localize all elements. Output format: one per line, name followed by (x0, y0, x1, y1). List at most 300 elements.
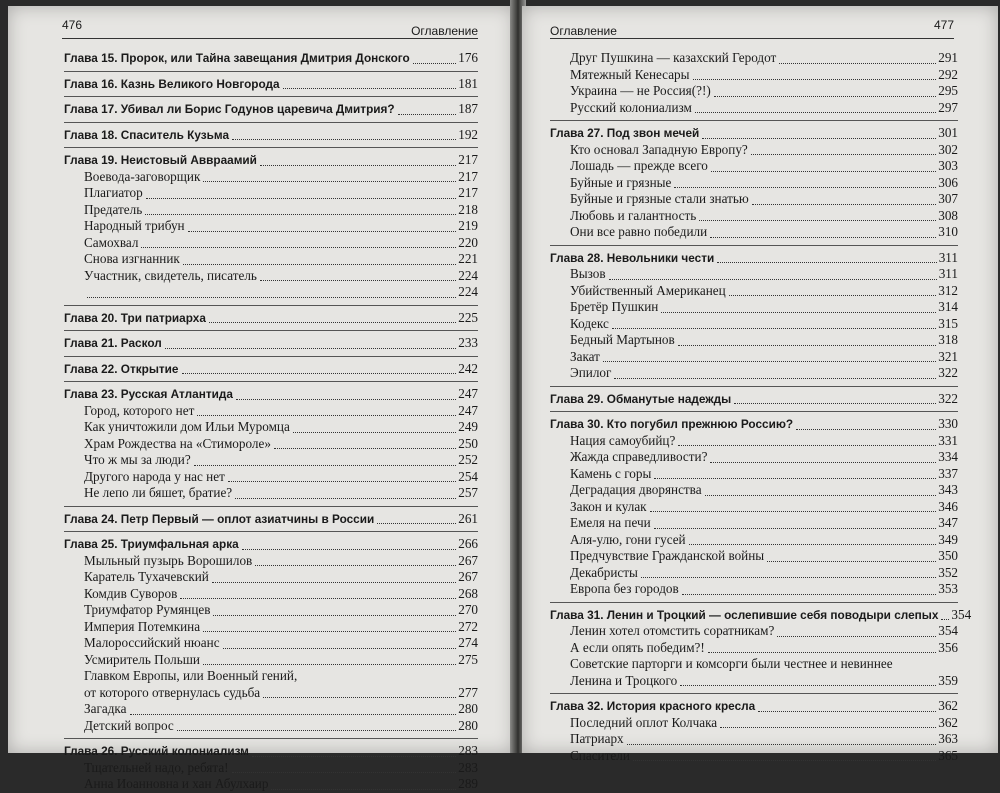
toc-section-entry[interactable] (64, 251, 478, 268)
entry-page-number: 219 (458, 218, 478, 233)
dot-leader (182, 373, 457, 374)
toc-section-entry[interactable] (550, 581, 958, 598)
entry-page-number: 272 (458, 618, 478, 634)
entry-title: Ленина и Троцкого (570, 672, 678, 688)
toc-section-entry[interactable] (550, 532, 958, 549)
left-page-header (62, 16, 478, 39)
entry-title: Триумфатор Румянцев (84, 602, 211, 617)
dot-leader (235, 498, 456, 499)
running-title: Оглавление (550, 24, 617, 38)
toc-section-entry[interactable] (550, 482, 958, 499)
toc-chapter-entry[interactable] (64, 50, 478, 67)
dot-leader (779, 63, 936, 64)
entry-title: Деградация дворянства (570, 482, 702, 497)
dot-leader (717, 262, 936, 263)
dot-leader (203, 631, 456, 632)
toc-section-entry[interactable] (64, 553, 478, 570)
toc-section-entry[interactable] (64, 718, 478, 735)
chapter-divider (64, 531, 478, 532)
entry-title: Глава 29. Обманутые надежды (550, 391, 732, 406)
entry-page-number: 362 (938, 714, 958, 730)
dot-leader (188, 231, 457, 232)
dot-leader (260, 165, 456, 166)
dot-leader (177, 730, 456, 731)
toc-chapter-entry[interactable] (64, 386, 478, 403)
toc-section-entry[interactable] (64, 436, 478, 453)
toc-section-entry[interactable] (550, 731, 958, 748)
dot-leader (203, 181, 456, 182)
entry-title: Участник, свидетель, писатель (84, 267, 257, 283)
toc-section-entry[interactable] (550, 158, 958, 175)
running-title: Оглавление (411, 24, 478, 38)
toc-section-entry[interactable] (550, 640, 958, 657)
entry-title: Патриарх (570, 731, 624, 746)
toc-section-entry[interactable] (64, 635, 478, 652)
entry-title: от которого отвернулась судьба (84, 684, 261, 700)
toc-section-entry[interactable] (550, 175, 958, 192)
entry-title: Самохвал (84, 234, 139, 250)
entry-page-number: 295 (938, 83, 958, 98)
dot-leader (710, 462, 936, 463)
toc-entry-line: Главком Европы, или Военный гений, (84, 668, 298, 683)
toc-chapter-entry[interactable] (64, 361, 478, 378)
dot-leader (180, 598, 456, 599)
entry-title: Глава 22. Открытие (64, 361, 179, 376)
toc-section-entry[interactable] (550, 316, 958, 333)
entry-page-number: 289 (458, 776, 478, 791)
toc-section-entry[interactable] (550, 349, 958, 366)
entry-page-number: 352 (938, 564, 958, 580)
toc-section-entry[interactable] (550, 548, 958, 565)
dot-leader (650, 511, 937, 512)
entry-page-number: 359 (938, 672, 958, 688)
dot-leader (682, 594, 936, 595)
entry-title: Глава 16. Казнь Великого Новгорода (64, 76, 280, 91)
dot-leader (609, 279, 937, 280)
toc-section-entry[interactable] (550, 499, 958, 516)
entry-title: Глава 26. Русский колониализм (64, 744, 249, 758)
chapter-divider (550, 693, 958, 694)
entry-title: Другого народа у нас нет (84, 468, 225, 484)
entry-page-number: 257 (458, 485, 478, 500)
entry-title: Лошадь — прежде всего (570, 158, 708, 173)
dot-leader (183, 264, 456, 265)
dot-leader (213, 615, 456, 616)
entry-page-number: 310 (938, 224, 958, 239)
table-of-contents-left (64, 50, 478, 793)
entry-title: Глава 21. Раскол (64, 336, 162, 350)
entry-title: Камень с горы (570, 465, 652, 481)
entry-title: Глава 30. Кто погубил прежнюю Россию? (550, 417, 794, 431)
toc-section-entry[interactable] (550, 142, 958, 159)
entry-title: Усмиритель Польши (84, 651, 200, 667)
entry-page-number: 308 (938, 207, 958, 223)
entry-title: Последний оплот Колчака (570, 714, 718, 730)
entry-page-number: 343 (938, 482, 958, 497)
dot-leader (729, 295, 937, 296)
dot-leader (209, 322, 456, 323)
dot-leader (141, 247, 456, 248)
entry-title: А если опять победим?! (570, 639, 705, 655)
entry-title: Что ж мы за люди? (84, 452, 191, 467)
entry-title: Мятежный Кенесары (570, 66, 690, 82)
entry-page-number: 356 (938, 639, 958, 655)
entry-title: Предатель (84, 201, 143, 217)
toc-chapter-entry[interactable] (64, 511, 478, 528)
dot-leader (711, 171, 936, 172)
toc-chapter-entry[interactable] (550, 250, 958, 267)
entry-page-number: 318 (938, 332, 958, 347)
entry-page-number: 274 (458, 635, 478, 650)
toc-section-entry[interactable] (64, 602, 478, 619)
right-page-header (550, 16, 954, 39)
dot-leader (941, 619, 949, 620)
dot-leader (710, 237, 936, 238)
toc-section-entry[interactable] (64, 419, 478, 436)
toc-section-entry[interactable] (550, 191, 958, 208)
entry-page-number: 233 (458, 335, 478, 350)
entry-title: Ленин хотел отомстить соратникам? (570, 623, 775, 638)
dot-leader (674, 187, 936, 188)
entry-page-number: 247 (458, 402, 478, 418)
toc-section-entry[interactable] (64, 685, 478, 702)
entry-page-number: 254 (458, 468, 478, 484)
entry-page-number: 303 (938, 158, 958, 173)
dot-leader (197, 415, 456, 416)
dot-leader (398, 114, 457, 115)
entry-page-number: 330 (938, 416, 958, 431)
entry-page-number: 275 (458, 651, 478, 667)
toc-section-entry[interactable] (64, 284, 478, 301)
entry-page-number: 353 (938, 581, 958, 596)
chapter-divider (64, 381, 478, 382)
dot-leader (146, 198, 457, 199)
entry-title: Они все равно победили (570, 224, 708, 239)
entry-title: Храм Рождества на «Стиморолe» (84, 435, 271, 451)
dot-leader (708, 652, 936, 653)
toc-section-entry[interactable] (64, 652, 478, 669)
toc-section-entry[interactable] (550, 433, 958, 450)
dot-leader (689, 544, 937, 545)
chapter-divider (550, 120, 958, 121)
entry-title: Империя Потемкина (84, 618, 201, 634)
toc-section-entry[interactable] (64, 218, 478, 235)
toc-section-entry[interactable] (550, 565, 958, 582)
entry-title: Воевода-заговорщик (84, 168, 201, 184)
toc-section-entry[interactable] (64, 185, 478, 202)
toc-section-entry[interactable] (550, 50, 958, 67)
entry-title: Глава 15. Пророк, или Тайна завещания Дмитрия Донского (64, 51, 410, 65)
dot-leader (242, 549, 457, 550)
dot-leader (654, 528, 937, 529)
toc-section-entry[interactable] (64, 701, 478, 718)
page-number: 477 (933, 18, 954, 32)
entry-title: Глава 25. Триумфальная арка (64, 537, 239, 551)
toc-section-entry[interactable] (550, 673, 958, 690)
entry-page-number: 242 (458, 360, 478, 376)
dot-leader (223, 648, 457, 649)
entry-page-number: 283 (458, 759, 478, 775)
entry-page-number: 192 (458, 126, 478, 142)
toc-chapter-entry[interactable] (64, 743, 478, 760)
dot-leader (283, 88, 457, 89)
toc-section-entry[interactable] (550, 623, 958, 640)
chapter-divider (64, 738, 478, 739)
entry-page-number: 247 (458, 386, 478, 401)
entry-page-number: 297 (938, 99, 958, 115)
dot-leader (720, 727, 936, 728)
toc-section-entry[interactable] (550, 266, 958, 283)
dot-leader (194, 465, 457, 466)
chapter-divider (64, 330, 478, 331)
page-number: 476 (62, 18, 83, 32)
toc-section-entry[interactable] (64, 202, 478, 219)
entry-page-number: 311 (938, 249, 958, 265)
dot-leader (678, 445, 936, 446)
dot-leader (260, 280, 456, 281)
toc-section-entry[interactable] (64, 586, 478, 603)
dot-leader (293, 432, 456, 433)
toc-section-entry[interactable] (64, 619, 478, 636)
chapter-divider (64, 356, 478, 357)
entry-page-number: 322 (938, 365, 958, 380)
entry-title: Эпилог (570, 365, 612, 380)
entry-page-number: 250 (458, 435, 478, 451)
dot-leader (714, 96, 936, 97)
dot-leader (603, 361, 936, 362)
dot-leader (627, 744, 937, 745)
toc-section-entry[interactable] (64, 268, 478, 285)
entry-title: Глава 32. История красного кресла (550, 699, 756, 713)
entry-page-number: 181 (458, 75, 478, 91)
toc-section-entry[interactable] (550, 449, 958, 466)
entry-page-number: 337 (938, 465, 958, 481)
dot-leader (274, 448, 456, 449)
entry-page-number: 363 (938, 731, 958, 746)
entry-page-number: 280 (458, 717, 478, 733)
toc-chapter-entry[interactable] (550, 125, 958, 142)
dot-leader (633, 760, 936, 761)
toc-section-entry[interactable] (64, 403, 478, 420)
entry-page-number: 302 (938, 141, 958, 157)
entry-page-number: 252 (458, 452, 478, 467)
toc-entry-line: Советские парторги и комсорги были честнее и невиннее (570, 656, 893, 671)
entry-page-number: 217 (458, 185, 478, 200)
entry-title: Народный трибун (84, 218, 185, 233)
entry-page-number: 315 (938, 315, 958, 331)
toc-section-entry[interactable] (550, 515, 958, 532)
entry-title: Убийственный Американец (570, 282, 726, 298)
dot-leader (255, 565, 456, 566)
toc-section-entry[interactable] (550, 748, 958, 765)
dot-leader (641, 577, 936, 578)
entry-page-number: 283 (458, 743, 478, 758)
dot-leader (695, 112, 936, 113)
toc-chapter-entry[interactable] (550, 416, 958, 433)
chapter-divider (550, 245, 958, 246)
toc-chapter-entry[interactable] (64, 335, 478, 352)
toc-chapter-entry[interactable] (550, 606, 972, 624)
entry-title: Предчувствие Гражданской войны (570, 548, 765, 563)
toc-chapter-entry[interactable] (550, 391, 958, 408)
dot-leader (767, 561, 936, 562)
entry-title: Жажда справедливости? (570, 449, 708, 464)
entry-title: Снова изгнанник (84, 251, 180, 266)
entry-page-number: 225 (458, 309, 478, 325)
entry-title: Глава 20. Три патриарха (64, 310, 206, 325)
entry-page-number: 280 (458, 701, 478, 716)
left-page (8, 6, 514, 791)
dot-leader (614, 378, 936, 379)
dot-leader (236, 399, 456, 400)
toc-section-entry[interactable] (64, 235, 478, 252)
entry-page-number: 268 (458, 585, 478, 601)
toc-section-entry[interactable] (550, 83, 958, 100)
toc-section-entry[interactable] (550, 224, 958, 241)
dot-leader (203, 664, 456, 665)
dot-leader (377, 523, 456, 524)
dot-leader (751, 154, 936, 155)
entry-title: Город, которого нет (84, 402, 195, 418)
toc-chapter-entry[interactable] (64, 310, 478, 327)
entry-page-number: 311 (938, 266, 958, 281)
toc-chapter-entry[interactable] (64, 76, 478, 93)
entry-title: Глава 17. Убивал ли Борис Годунов царевича Дмитрия? (64, 102, 395, 116)
entry-page-number: 349 (938, 531, 958, 547)
dot-leader (758, 711, 936, 712)
entry-title: Не лепо ли бяшет, братие? (84, 485, 233, 500)
dot-leader (212, 582, 456, 583)
entry-title: Кто основал Западную Европу? (570, 141, 748, 157)
entry-page-number: 334 (938, 449, 958, 464)
entry-title: Детский вопрос (84, 717, 174, 733)
toc-chapter-entry[interactable] (64, 536, 478, 553)
dot-leader (680, 685, 936, 686)
entry-title: Бедный Мартынов (570, 332, 675, 347)
dot-leader (693, 79, 937, 80)
entry-title: Друг Пушкина — казахский Геродот (570, 50, 777, 65)
entry-page-number: 277 (458, 684, 478, 700)
toc-section-entry[interactable] (550, 208, 958, 225)
entry-page-number: 362 (938, 698, 958, 713)
toc-section-entry[interactable] (64, 169, 478, 186)
toc-section-entry[interactable] (64, 760, 478, 777)
entry-page-number: 249 (458, 419, 478, 434)
toc-chapter-entry[interactable] (550, 698, 958, 715)
entry-title: Анна Иоанновна и хан Абулхаир (84, 776, 269, 791)
toc-chapter-entry[interactable] (64, 127, 478, 144)
entry-page-number: 217 (458, 152, 478, 167)
toc-section-entry[interactable] (64, 776, 478, 793)
entry-page-number: 224 (458, 284, 478, 299)
entry-page-number: 221 (458, 251, 478, 266)
entry-page-number: 347 (938, 515, 958, 530)
dot-leader (165, 348, 456, 349)
entry-title: Спасители (570, 747, 630, 763)
chapter-divider (64, 506, 478, 507)
entry-title: Вызов (570, 266, 606, 281)
chapter-divider (64, 122, 478, 123)
entry-page-number: 307 (938, 191, 958, 206)
entry-page-number: 354 (951, 606, 972, 622)
entry-title: Каратель Тухачевский (84, 569, 209, 584)
entry-title: Русский колониализм (570, 99, 692, 115)
entry-page-number: 321 (938, 348, 958, 364)
entry-title: Декабристы (570, 564, 638, 580)
entry-page-number: 220 (458, 234, 478, 250)
toc-section-entry[interactable] (64, 569, 478, 586)
entry-page-number: 267 (458, 569, 478, 584)
entry-page-number: 292 (938, 66, 958, 82)
dot-leader (734, 403, 936, 404)
toc-chapter-entry[interactable] (64, 101, 478, 118)
entry-title: Кодекс (570, 315, 609, 331)
dot-leader (654, 478, 936, 479)
entry-title: Мыльный пузырь Ворошилов (84, 552, 253, 568)
entry-title: Украина — не Россия(?!) (570, 83, 711, 98)
entry-page-number: 301 (938, 125, 958, 140)
entry-title: Закон и кулак (570, 498, 647, 514)
toc-section-entry[interactable] (550, 466, 958, 483)
entry-title: Глава 19. Неистовый Аввраамий (64, 153, 257, 167)
toc-section-entry[interactable] (550, 299, 958, 316)
entry-page-number: 346 (938, 498, 958, 514)
entry-page-number: 217 (458, 168, 478, 184)
chapter-divider (550, 386, 958, 387)
entry-page-number: 270 (458, 602, 478, 617)
chapter-divider (64, 96, 478, 97)
dot-leader (661, 312, 936, 313)
entry-title: Аля-улю, гони гусей (570, 531, 686, 547)
toc-section-entry[interactable] (550, 365, 958, 382)
toc-chapter-entry[interactable] (64, 152, 478, 169)
dot-leader (678, 345, 936, 346)
dot-leader (228, 481, 456, 482)
entry-title: Любовь и галантность (570, 207, 697, 223)
toc-section-entry[interactable] (550, 715, 958, 732)
dot-leader (612, 328, 936, 329)
entry-page-number: 176 (458, 50, 478, 65)
entry-page-number: 224 (458, 267, 478, 283)
toc-section-entry[interactable] (550, 332, 958, 349)
dot-leader (777, 636, 936, 637)
dot-leader (232, 772, 457, 773)
entry-page-number: 354 (938, 623, 958, 638)
entry-title: Емеля на печи (570, 515, 651, 530)
entry-title: Европа без городов (570, 581, 679, 596)
toc-section-entry[interactable] (550, 100, 958, 117)
entry-page-number: 331 (938, 432, 958, 448)
dot-leader (130, 714, 457, 715)
entry-title: Тщательней надо, ребята! (84, 759, 229, 775)
entry-page-number: 261 (458, 510, 478, 526)
entry-page-number: 187 (458, 101, 478, 116)
chapter-divider (64, 71, 478, 72)
entry-title: Бретёр Пушкин (570, 299, 659, 314)
entry-page-number: 267 (458, 552, 478, 568)
entry-title: Как уничтожили дом Ильи Муромца (84, 419, 290, 434)
toc-section-entry[interactable] (64, 469, 478, 486)
entry-page-number: 322 (938, 390, 958, 406)
dot-leader (699, 220, 936, 221)
toc-section-entry[interactable] (64, 485, 478, 502)
chapter-divider (550, 411, 958, 412)
toc-section-entry[interactable] (64, 452, 478, 469)
toc-section-entry[interactable] (550, 67, 958, 84)
toc-section-entry[interactable] (550, 283, 958, 300)
dot-leader (263, 697, 456, 698)
dot-leader (145, 214, 456, 215)
